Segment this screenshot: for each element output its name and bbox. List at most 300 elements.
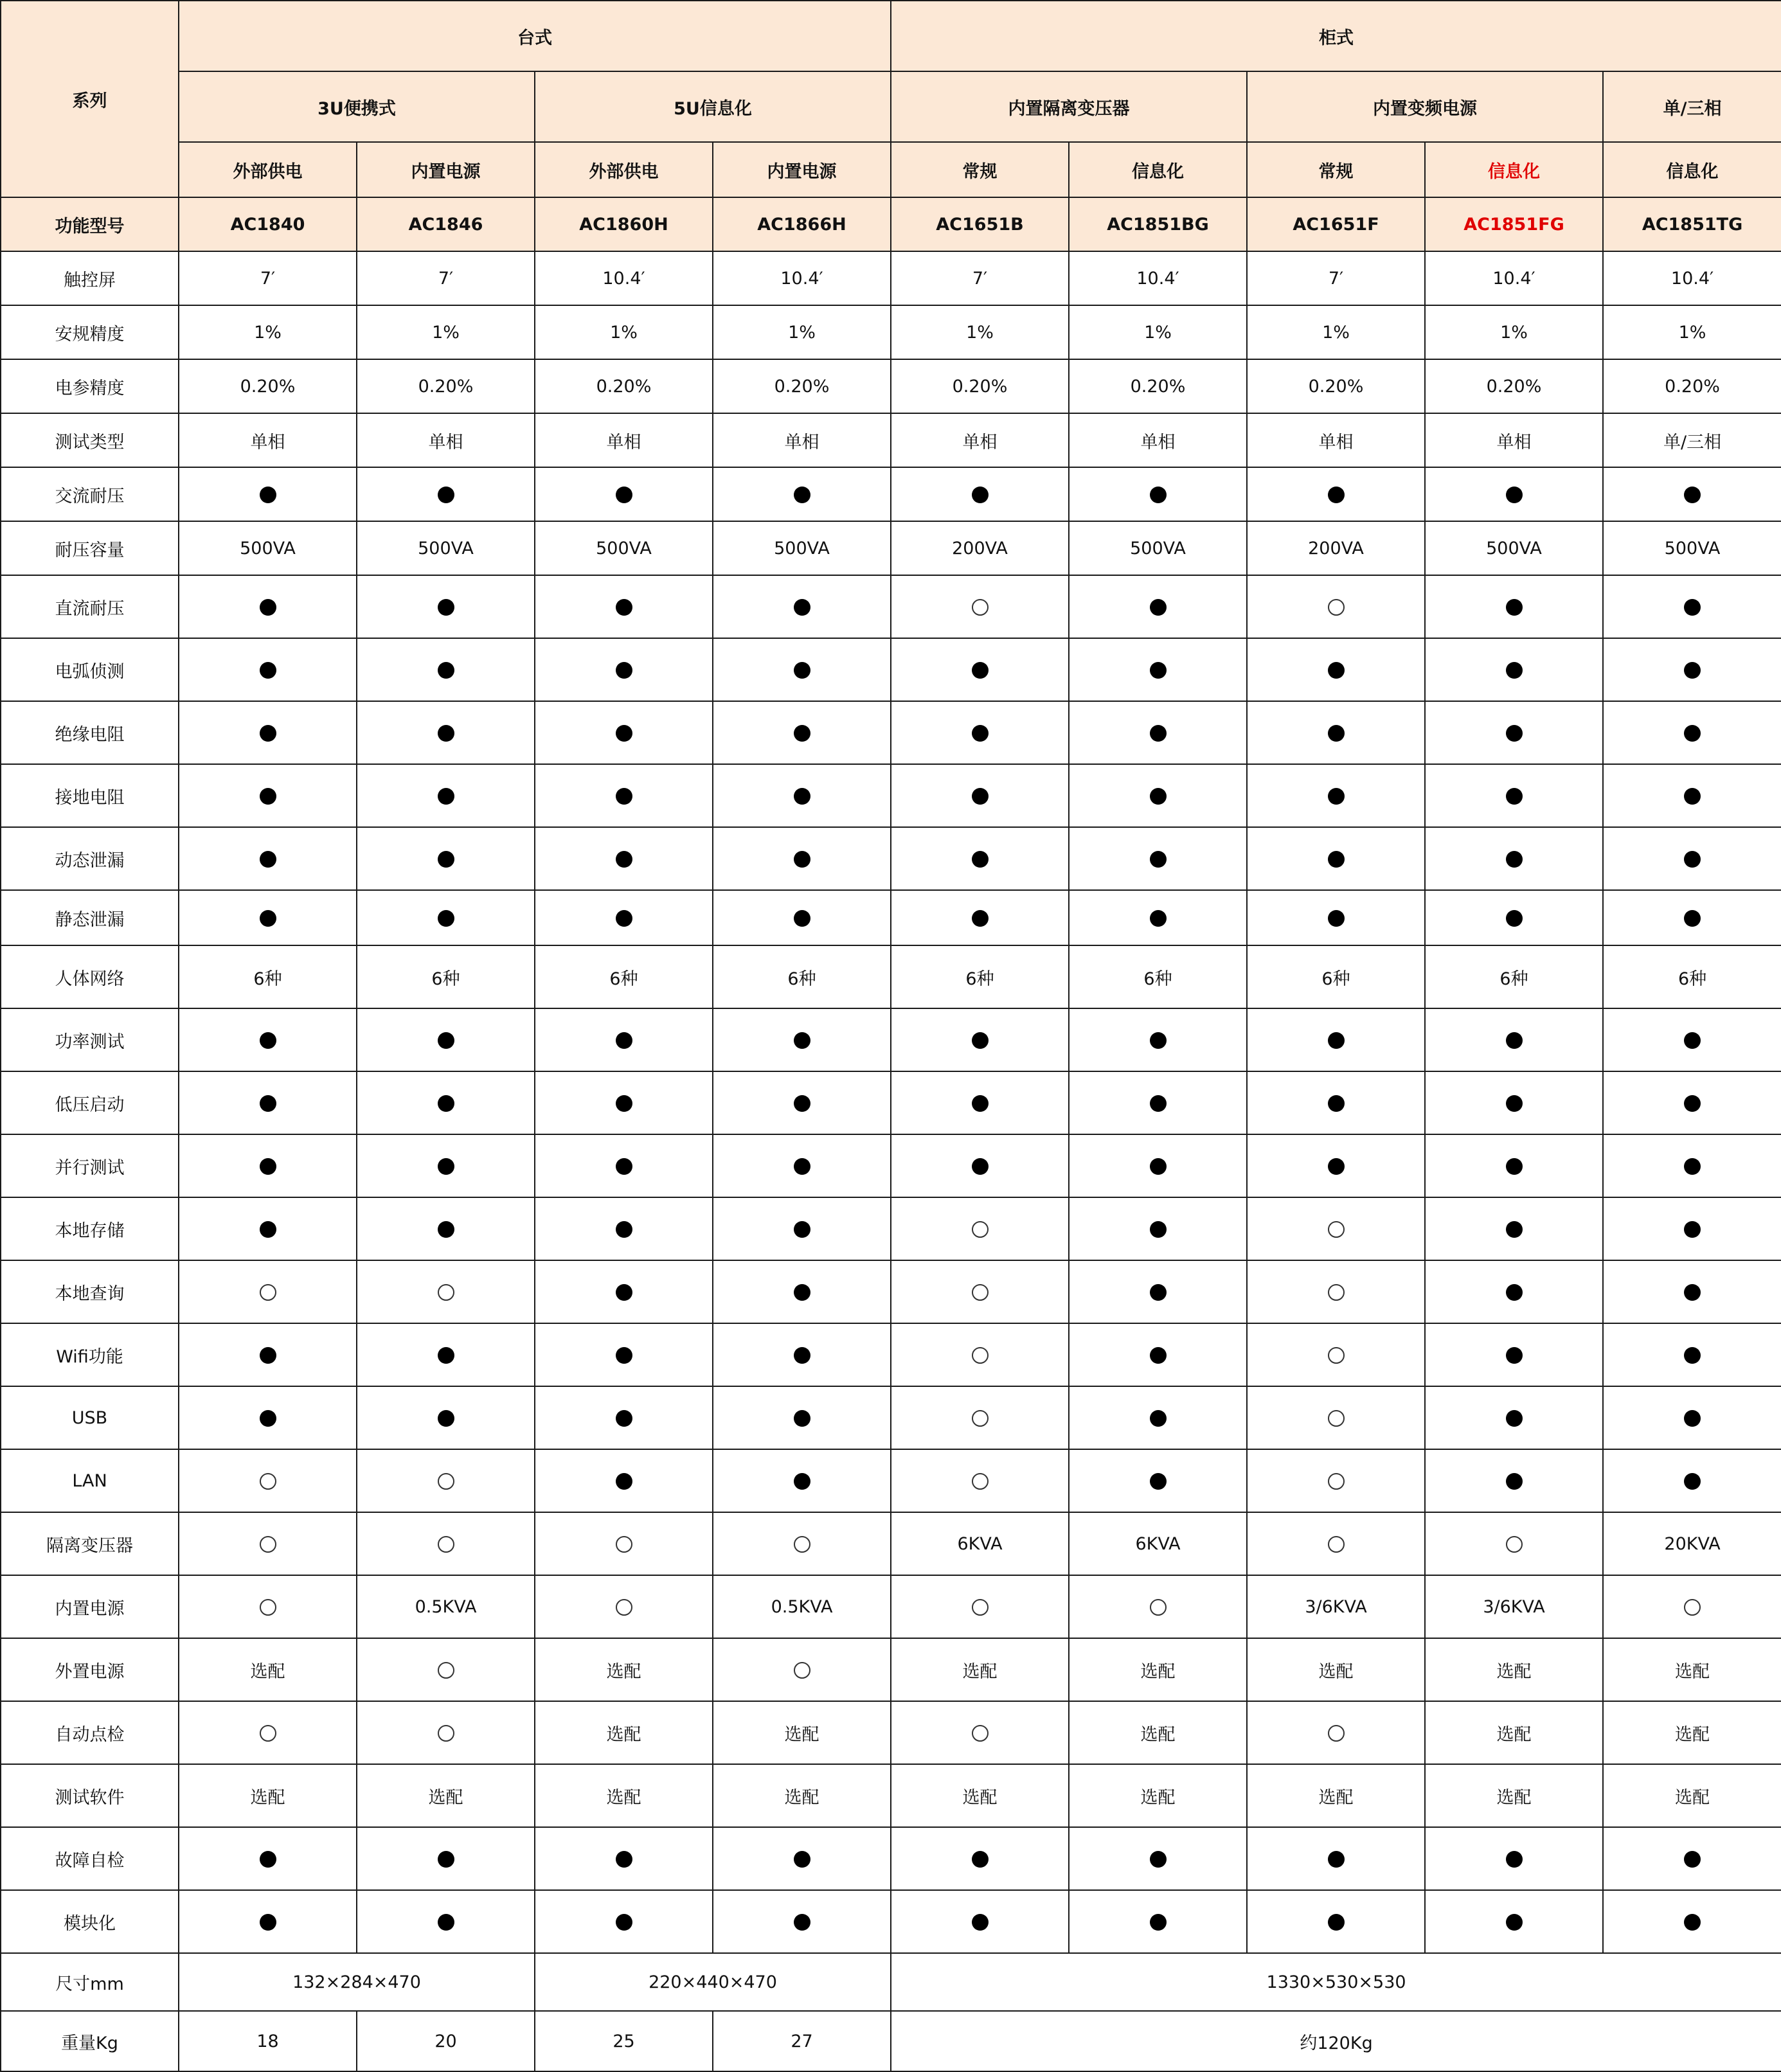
subgroup-header: 内置隔离变压器 (891, 71, 1247, 142)
filled-dot-icon (1150, 487, 1167, 503)
feature-cell (713, 1449, 891, 1512)
filled-dot-icon (260, 1851, 276, 1868)
filled-dot-icon (972, 662, 989, 679)
feature-cell (891, 638, 1069, 701)
feature-cell (891, 1575, 1069, 1638)
feature-cell (1247, 701, 1425, 764)
feature-cell (891, 1890, 1069, 1953)
feature-cell (535, 1260, 713, 1323)
feature-cell (1069, 1134, 1247, 1197)
feature-cell: 7′ (891, 251, 1069, 305)
table-row (1, 764, 1781, 827)
model-cell: AC1846 (357, 197, 535, 251)
feature-cell (535, 1323, 713, 1386)
filled-dot-icon (1328, 1032, 1345, 1049)
filled-dot-icon (1506, 1347, 1523, 1364)
filled-dot-icon (616, 1473, 632, 1490)
feature-cell (1247, 1134, 1425, 1197)
feature-cell: 200VA (1247, 521, 1425, 575)
feature-cell (535, 638, 713, 701)
feature-label: 功率测试 (1, 1008, 179, 1071)
feature-cell (1603, 890, 1781, 945)
filled-dot-icon (260, 1347, 276, 1364)
subgroup-header: 单/三相 (1603, 71, 1781, 142)
filled-dot-icon (438, 1914, 454, 1931)
filled-dot-icon (1150, 599, 1167, 616)
feature-label: 模块化 (1, 1890, 179, 1953)
table-row (1, 638, 1781, 701)
hollow-circle-icon (438, 1725, 454, 1742)
feature-label: 交流耐压 (1, 467, 179, 521)
variant-header: 信息化 (1603, 142, 1781, 197)
filled-dot-icon (1328, 1914, 1345, 1931)
hollow-circle-icon (260, 1536, 276, 1553)
model-cell: AC1866H (713, 197, 891, 251)
feature-cell (1425, 467, 1603, 521)
feature-cell (1603, 1071, 1781, 1134)
feature-cell: 6种 (1069, 945, 1247, 1008)
feature-cell: 7′ (1247, 251, 1425, 305)
feature-cell (179, 1701, 357, 1764)
model-cell: AC1651F (1247, 197, 1425, 251)
feature-cell (357, 1701, 535, 1764)
feature-cell (179, 575, 357, 638)
feature-cell (1603, 1386, 1781, 1449)
feature-cell: 6种 (891, 945, 1069, 1008)
feature-cell: 选配 (1425, 1638, 1603, 1701)
filled-dot-icon (972, 910, 989, 927)
feature-cell: 0.20% (1603, 359, 1781, 413)
weight-cell: 约120Kg (891, 2011, 1781, 2071)
weight-cell: 27 (713, 2011, 891, 2071)
model-cell: AC1851BG (1069, 197, 1247, 251)
filled-dot-icon (1506, 1851, 1523, 1868)
filled-dot-icon (1506, 788, 1523, 805)
feature-cell (1425, 1512, 1603, 1575)
filled-dot-icon (972, 487, 989, 503)
feature-cell: 选配 (1069, 1701, 1247, 1764)
filled-dot-icon (794, 1473, 810, 1490)
feature-cell (357, 701, 535, 764)
feature-cell (179, 827, 357, 890)
feature-cell: 单相 (1069, 413, 1247, 467)
feature-cell: 1% (357, 305, 535, 359)
hollow-circle-icon (1328, 1473, 1345, 1490)
feature-cell: 1% (179, 305, 357, 359)
feature-cell (713, 575, 891, 638)
feature-cell (1603, 1575, 1781, 1638)
feature-cell (891, 1827, 1069, 1890)
feature-cell: 选配 (179, 1638, 357, 1701)
feature-cell (1247, 1701, 1425, 1764)
group-header: 台式 (179, 1, 891, 71)
filled-dot-icon (794, 1410, 810, 1427)
filled-dot-icon (794, 1095, 810, 1112)
feature-cell (1425, 575, 1603, 638)
feature-cell (1247, 1008, 1425, 1071)
table-row (1, 575, 1781, 638)
filled-dot-icon (1506, 1914, 1523, 1931)
filled-dot-icon (616, 599, 632, 616)
filled-dot-icon (1684, 1914, 1701, 1931)
series-header: 系列 (1, 1, 179, 197)
hollow-circle-icon (972, 1473, 989, 1490)
filled-dot-icon (1684, 1032, 1701, 1049)
table-row (1, 1512, 1781, 1575)
filled-dot-icon (1506, 910, 1523, 927)
filled-dot-icon (260, 599, 276, 616)
feature-cell (179, 1323, 357, 1386)
feature-cell (713, 1197, 891, 1260)
filled-dot-icon (616, 1032, 632, 1049)
filled-dot-icon (794, 1347, 810, 1364)
feature-cell: 单相 (713, 413, 891, 467)
feature-cell (713, 1512, 891, 1575)
feature-cell (357, 575, 535, 638)
variant-header: 外部供电 (535, 142, 713, 197)
feature-cell (357, 1008, 535, 1071)
filled-dot-icon (972, 788, 989, 805)
filled-dot-icon (438, 851, 454, 868)
feature-cell (713, 1260, 891, 1323)
filled-dot-icon (260, 788, 276, 805)
feature-cell: 0.20% (1247, 359, 1425, 413)
feature-cell: 10.4′ (1603, 251, 1781, 305)
filled-dot-icon (1328, 1851, 1345, 1868)
filled-dot-icon (1506, 1158, 1523, 1175)
table-row (1, 1008, 1781, 1071)
filled-dot-icon (1150, 1347, 1167, 1364)
feature-cell: 单/三相 (1603, 413, 1781, 467)
feature-cell: 单相 (179, 413, 357, 467)
hollow-circle-icon (616, 1536, 632, 1553)
feature-cell (1603, 1134, 1781, 1197)
feature-cell (1247, 1512, 1425, 1575)
filled-dot-icon (260, 1032, 276, 1049)
feature-cell: 选配 (1603, 1701, 1781, 1764)
feature-cell (357, 1890, 535, 1953)
variant-header: 内置电源 (357, 142, 535, 197)
filled-dot-icon (1150, 788, 1167, 805)
filled-dot-icon (1684, 487, 1701, 503)
feature-cell (535, 1071, 713, 1134)
feature-cell (891, 1386, 1069, 1449)
feature-cell (179, 1260, 357, 1323)
feature-cell (891, 1449, 1069, 1512)
hollow-circle-icon (1328, 1725, 1345, 1742)
feature-cell (179, 1512, 357, 1575)
hollow-circle-icon (1684, 1599, 1701, 1616)
feature-cell (1069, 638, 1247, 701)
filled-dot-icon (1150, 1851, 1167, 1868)
feature-cell (1247, 1323, 1425, 1386)
feature-cell (1247, 575, 1425, 638)
feature-cell (1069, 764, 1247, 827)
feature-cell (1069, 890, 1247, 945)
filled-dot-icon (1684, 599, 1701, 616)
feature-cell (1069, 1575, 1247, 1638)
filled-dot-icon (616, 1410, 632, 1427)
hollow-circle-icon (972, 1725, 989, 1742)
feature-cell: 500VA (535, 521, 713, 575)
feature-cell: 10.4′ (1425, 251, 1603, 305)
filled-dot-icon (1328, 662, 1345, 679)
feature-cell: 7′ (179, 251, 357, 305)
filled-dot-icon (1506, 1410, 1523, 1427)
weight-cell: 20 (357, 2011, 535, 2071)
feature-cell (713, 638, 891, 701)
filled-dot-icon (260, 851, 276, 868)
feature-cell (1603, 1449, 1781, 1512)
feature-cell (1069, 1260, 1247, 1323)
feature-label: 接地电阻 (1, 764, 179, 827)
size-row (1, 1953, 1781, 2011)
feature-cell (179, 1071, 357, 1134)
hollow-circle-icon (1328, 599, 1345, 616)
filled-dot-icon (1684, 1851, 1701, 1868)
weight-cell: 18 (179, 2011, 357, 2071)
feature-cell: 6种 (357, 945, 535, 1008)
filled-dot-icon (794, 599, 810, 616)
feature-cell: 选配 (1603, 1638, 1781, 1701)
feature-cell (1603, 1827, 1781, 1890)
header-row-subgroups (1, 71, 1781, 142)
filled-dot-icon (794, 487, 810, 503)
feature-cell (1425, 764, 1603, 827)
filled-dot-icon (1506, 1095, 1523, 1112)
model-row (1, 197, 1781, 251)
feature-cell: 选配 (1247, 1764, 1425, 1827)
size-cell: 220×440×470 (535, 1953, 891, 2011)
feature-label: 本地存储 (1, 1197, 179, 1260)
feature-cell (357, 467, 535, 521)
feature-cell (891, 1323, 1069, 1386)
feature-cell: 选配 (1603, 1764, 1781, 1827)
filled-dot-icon (1150, 910, 1167, 927)
filled-dot-icon (616, 1347, 632, 1364)
feature-cell (1603, 701, 1781, 764)
feature-cell (1069, 467, 1247, 521)
feature-cell (357, 638, 535, 701)
filled-dot-icon (1328, 788, 1345, 805)
filled-dot-icon (1684, 910, 1701, 927)
table-row (1, 1764, 1781, 1827)
hollow-circle-icon (972, 1410, 989, 1427)
feature-cell (713, 1386, 891, 1449)
feature-cell (1603, 1890, 1781, 1953)
filled-dot-icon (1506, 487, 1523, 503)
feature-cell: 0.20% (1069, 359, 1247, 413)
filled-dot-icon (260, 910, 276, 927)
feature-cell (891, 1197, 1069, 1260)
feature-cell (179, 701, 357, 764)
feature-cell: 0.5KVA (713, 1575, 891, 1638)
feature-cell (179, 1008, 357, 1071)
feature-cell (179, 638, 357, 701)
variant-header: 信息化 (1425, 142, 1603, 197)
feature-cell: 选配 (1069, 1638, 1247, 1701)
hollow-circle-icon (260, 1599, 276, 1616)
feature-cell (179, 1827, 357, 1890)
feature-cell (1247, 827, 1425, 890)
filled-dot-icon (1150, 851, 1167, 868)
feature-cell: 1% (1247, 305, 1425, 359)
feature-cell: 1% (1425, 305, 1603, 359)
size-label: 尺寸mm (1, 1953, 179, 2011)
hollow-circle-icon (972, 1284, 989, 1301)
hollow-circle-icon (972, 599, 989, 616)
feature-cell (357, 1449, 535, 1512)
filled-dot-icon (616, 487, 632, 503)
feature-label: 电弧侦测 (1, 638, 179, 701)
filled-dot-icon (794, 1851, 810, 1868)
feature-cell (535, 764, 713, 827)
feature-cell (1425, 1197, 1603, 1260)
filled-dot-icon (438, 1221, 454, 1238)
filled-dot-icon (972, 851, 989, 868)
feature-cell: 选配 (1247, 1638, 1425, 1701)
feature-cell (891, 575, 1069, 638)
feature-cell: 1% (1603, 305, 1781, 359)
table-row (1, 1134, 1781, 1197)
filled-dot-icon (260, 1914, 276, 1931)
hollow-circle-icon (438, 1284, 454, 1301)
filled-dot-icon (438, 1851, 454, 1868)
feature-cell: 500VA (357, 521, 535, 575)
feature-cell (1247, 1449, 1425, 1512)
filled-dot-icon (616, 788, 632, 805)
feature-cell: 500VA (1425, 521, 1603, 575)
hollow-circle-icon (616, 1599, 632, 1616)
model-row-label: 功能型号 (1, 197, 179, 251)
feature-label: 外置电源 (1, 1638, 179, 1701)
feature-label: 测试类型 (1, 413, 179, 467)
filled-dot-icon (260, 1158, 276, 1175)
feature-label: 动态泄漏 (1, 827, 179, 890)
filled-dot-icon (972, 1914, 989, 1931)
feature-cell (1069, 1323, 1247, 1386)
filled-dot-icon (438, 1032, 454, 1049)
feature-cell (179, 1890, 357, 1953)
feature-cell: 0.20% (357, 359, 535, 413)
filled-dot-icon (1328, 1095, 1345, 1112)
feature-cell (179, 1197, 357, 1260)
hollow-circle-icon (972, 1347, 989, 1364)
feature-cell: 选配 (891, 1638, 1069, 1701)
feature-cell (891, 467, 1069, 521)
filled-dot-icon (1150, 1158, 1167, 1175)
filled-dot-icon (616, 1284, 632, 1301)
hollow-circle-icon (438, 1473, 454, 1490)
feature-cell: 6种 (1603, 945, 1781, 1008)
table-row (1, 1890, 1781, 1953)
feature-cell: 500VA (713, 521, 891, 575)
feature-cell (1603, 1197, 1781, 1260)
feature-cell (535, 890, 713, 945)
feature-cell (535, 1197, 713, 1260)
feature-cell (535, 701, 713, 764)
feature-cell: 6种 (535, 945, 713, 1008)
feature-cell (713, 1134, 891, 1197)
table-row (1, 701, 1781, 764)
filled-dot-icon (438, 910, 454, 927)
hollow-circle-icon (794, 1536, 810, 1553)
filled-dot-icon (1150, 662, 1167, 679)
feature-cell (1247, 1890, 1425, 1953)
feature-cell (357, 1638, 535, 1701)
feature-cell (713, 764, 891, 827)
feature-cell: 选配 (1425, 1764, 1603, 1827)
filled-dot-icon (794, 1284, 810, 1301)
filled-dot-icon (1684, 1473, 1701, 1490)
feature-cell (535, 1386, 713, 1449)
feature-cell: 1% (1069, 305, 1247, 359)
feature-label: 人体网络 (1, 945, 179, 1008)
filled-dot-icon (1506, 1473, 1523, 1490)
feature-cell (1603, 1323, 1781, 1386)
feature-cell: 0.20% (535, 359, 713, 413)
filled-dot-icon (1150, 1095, 1167, 1112)
feature-cell (713, 827, 891, 890)
feature-cell (357, 1827, 535, 1890)
feature-cell: 单相 (1425, 413, 1603, 467)
filled-dot-icon (1506, 1284, 1523, 1301)
feature-label: 并行测试 (1, 1134, 179, 1197)
feature-cell: 6KVA (891, 1512, 1069, 1575)
feature-cell (1425, 1449, 1603, 1512)
feature-label: 安规精度 (1, 305, 179, 359)
table-row (1, 251, 1781, 305)
filled-dot-icon (794, 1221, 810, 1238)
filled-dot-icon (616, 1158, 632, 1175)
filled-dot-icon (438, 788, 454, 805)
hollow-circle-icon (1506, 1536, 1523, 1553)
feature-cell (1425, 1008, 1603, 1071)
table-row (1, 1071, 1781, 1134)
filled-dot-icon (1684, 662, 1701, 679)
table-row (1, 359, 1781, 413)
filled-dot-icon (1684, 1284, 1701, 1301)
feature-cell (1247, 1260, 1425, 1323)
feature-cell: 20KVA (1603, 1512, 1781, 1575)
feature-cell (1425, 701, 1603, 764)
feature-cell (179, 1449, 357, 1512)
feature-cell: 选配 (713, 1701, 891, 1764)
filled-dot-icon (438, 599, 454, 616)
feature-cell (1425, 1071, 1603, 1134)
feature-label: 自动点检 (1, 1701, 179, 1764)
table-row (1, 305, 1781, 359)
feature-label: USB (1, 1386, 179, 1449)
feature-cell (357, 1386, 535, 1449)
table-row (1, 945, 1781, 1008)
filled-dot-icon (260, 662, 276, 679)
feature-cell (179, 1575, 357, 1638)
feature-cell: 0.20% (1425, 359, 1603, 413)
feature-cell: 选配 (357, 1764, 535, 1827)
feature-cell (535, 1575, 713, 1638)
filled-dot-icon (1328, 725, 1345, 742)
weight-label: 重量Kg (1, 2011, 179, 2071)
feature-cell (713, 890, 891, 945)
variant-header: 信息化 (1069, 142, 1247, 197)
feature-cell: 选配 (535, 1701, 713, 1764)
hollow-circle-icon (438, 1662, 454, 1679)
filled-dot-icon (1150, 1473, 1167, 1490)
feature-cell (1069, 827, 1247, 890)
filled-dot-icon (1150, 1410, 1167, 1427)
feature-cell (179, 1134, 357, 1197)
